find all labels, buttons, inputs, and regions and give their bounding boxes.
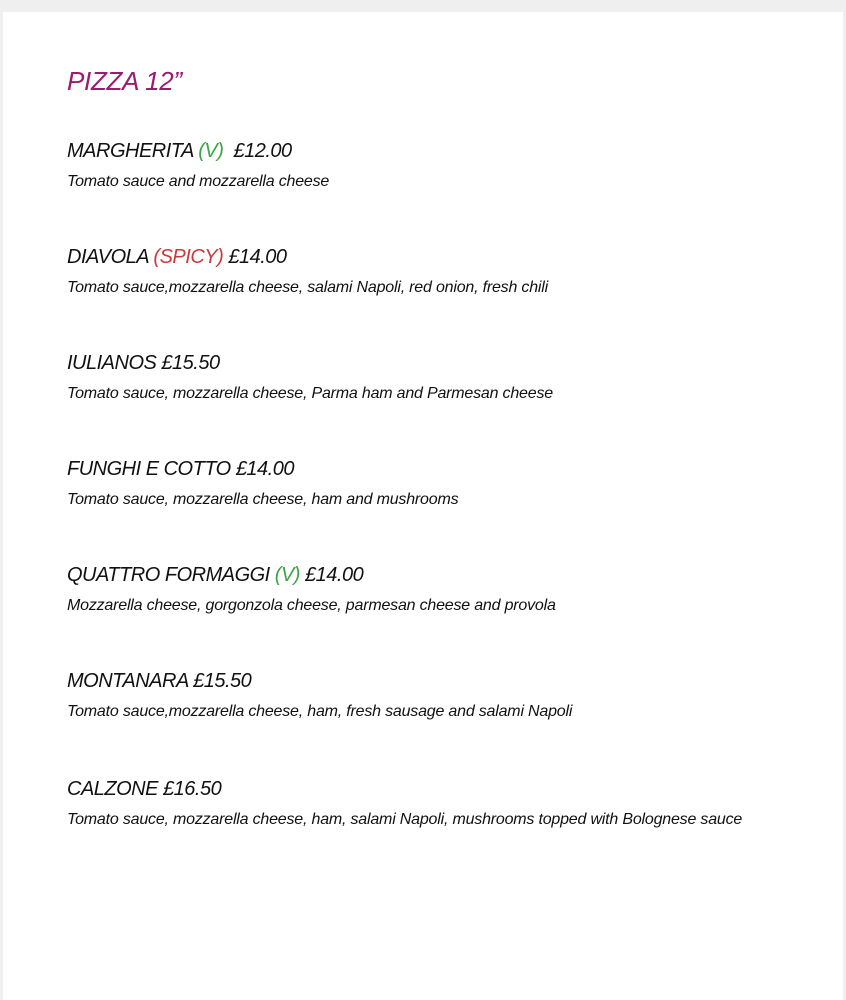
vegetarian-tag: (V) bbox=[274, 564, 300, 586]
menu-item-quattro-formaggi bbox=[67, 562, 827, 668]
menu-item-calzone bbox=[67, 776, 827, 882]
menu-item-heading bbox=[67, 562, 827, 588]
menu-item-price: £15.50 bbox=[193, 670, 252, 692]
menu-item-heading bbox=[67, 668, 827, 694]
menu-section-title: PIZZA 12” bbox=[67, 66, 182, 96]
menu-item-margherita bbox=[67, 138, 827, 244]
menu-item-description: Tomato sauce, mozzarella cheese, ham and mushrooms bbox=[67, 491, 459, 508]
menu-item-heading bbox=[67, 456, 827, 482]
menu-item-description: Tomato sauce,mozzarella cheese, salami Napoli, red onion, fresh chili bbox=[67, 279, 548, 296]
menu-item-montanara bbox=[67, 668, 827, 776]
menu-item-diavola bbox=[67, 244, 827, 350]
menu-item-name: QUATTRO FORMAGGI bbox=[67, 564, 270, 586]
spicy-tag: (SPICY) bbox=[153, 246, 224, 268]
menu-item-price: £14.00 bbox=[228, 246, 287, 268]
menu-item-description: Tomato sauce, mozzarella cheese, Parma ham and Parmesan cheese bbox=[67, 385, 553, 402]
menu-item-name: FUNGHI E COTTO bbox=[67, 458, 231, 480]
menu-item-description: Tomato sauce and mozzarella cheese bbox=[67, 173, 330, 190]
menu-item-iulianos bbox=[67, 350, 827, 456]
menu-item-funghi-e-cotto bbox=[67, 456, 827, 562]
menu-item-name: MONTANARA bbox=[67, 670, 189, 692]
menu-item-description: Mozzarella cheese, gorgonzola cheese, parmesan cheese and provola bbox=[67, 597, 556, 614]
menu-item-heading bbox=[67, 350, 827, 376]
menu-item-heading bbox=[67, 244, 827, 270]
menu-item-heading bbox=[67, 776, 827, 802]
menu-item-price: £14.00 bbox=[235, 458, 294, 480]
menu-item-price: £15.50 bbox=[161, 352, 220, 374]
menu-item-name: MARGHERITA bbox=[67, 140, 194, 162]
menu-item-name: CALZONE bbox=[67, 778, 158, 800]
menu-item-price: £16.50 bbox=[163, 778, 222, 800]
menu-item-name: DIAVOLA bbox=[67, 246, 149, 268]
menu-item-heading bbox=[67, 138, 827, 164]
vegetarian-tag: (V) bbox=[198, 140, 224, 162]
menu-item-price: £14.00 bbox=[305, 564, 364, 586]
menu-item-price: £12.00 bbox=[233, 140, 292, 162]
menu-item-name: IULIANOS bbox=[67, 352, 157, 374]
menu-item-description: Tomato sauce, mozzarella cheese, ham, salami Napoli, mushrooms topped with Bolognese sauce bbox=[67, 811, 743, 828]
menu-item-list bbox=[67, 138, 827, 882]
menu-page bbox=[3, 12, 843, 1000]
menu-item-description: Tomato sauce,mozzarella cheese, ham, fresh sausage and salami Napoli bbox=[67, 703, 573, 720]
